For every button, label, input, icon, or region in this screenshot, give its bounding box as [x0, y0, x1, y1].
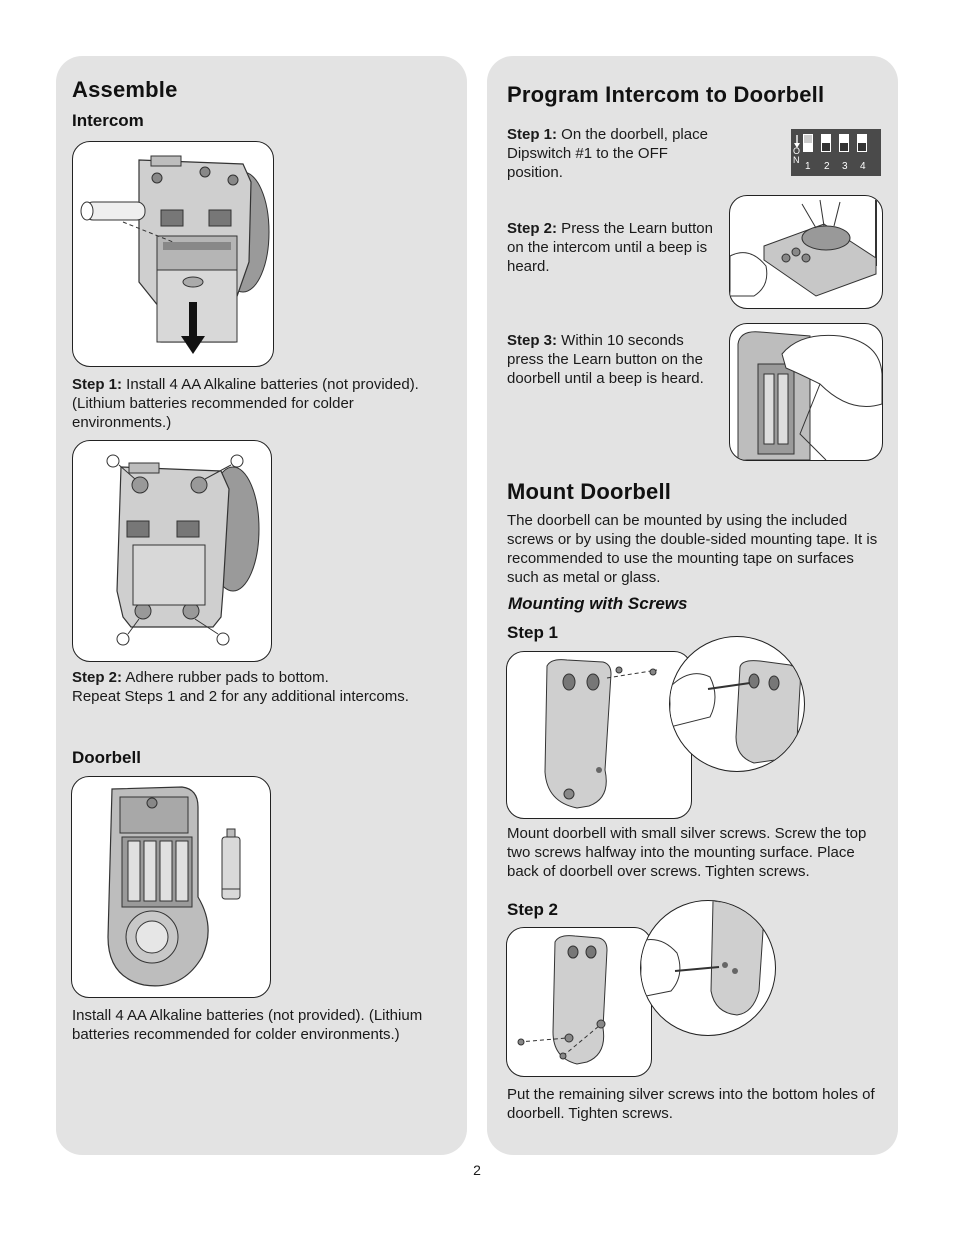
mount-step2-heading: Step 2: [507, 900, 559, 919]
dip-number-4: 4: [860, 161, 866, 172]
page-number: 2: [473, 1162, 481, 1178]
program-step2-text: Step 2: Press the Learn button on the intercom until a beep is heard.: [507, 220, 713, 275]
intercom-step1-text: Step 1: Install 4 AA Alkaline batteries (not provided). (Lithium batteries recommended for colder environments.): [72, 376, 419, 431]
intercom-battery-illustration: [72, 141, 274, 367]
assemble-title: Assemble: [72, 77, 178, 102]
doorbell-battery-illustration: [71, 776, 271, 998]
mount-step2-desc: Put the remaining silver screws into the bottom holes of doorbell. Tighten screws.: [507, 1086, 875, 1122]
mount-step2-detail-circle: [640, 900, 776, 1036]
dipswitch-illustration: [791, 129, 881, 176]
intercom-learn-illustration: [729, 195, 883, 309]
doorbell-learn-illustration: [729, 323, 883, 461]
mount-intro-text: The doorbell can be mounted by using the included screws or by using the double-sided mounting tape. It is recommended to use the mounting tape on surfaces such as metal or glass.: [507, 512, 878, 586]
doorbell-battery-text: Install 4 AA Alkaline batteries (not provided). (Lithium batteries recommended for colder environments.): [72, 1007, 423, 1043]
mounting-screws-heading: Mounting with Screws: [508, 594, 688, 613]
dip-number-1: 1: [805, 161, 811, 172]
program-step3-text: Step 3: Within 10 seconds press the Learn button on the doorbell until a beep is heard.: [507, 332, 704, 387]
program-step1-text: Step 1: On the doorbell, place Dipswitch #1 to the OFF position.: [507, 126, 708, 181]
mount-step2-illustration: [506, 927, 652, 1077]
program-title: Program Intercom to Doorbell: [507, 82, 825, 107]
intercom-step2-text: Step 2: Adhere rubber pads to bottom. Repeat Steps 1 and 2 for any additional intercoms.: [72, 669, 409, 705]
mount-step1-illustration: [506, 651, 692, 819]
mount-step1-heading: Step 1: [507, 623, 559, 642]
mount-step1-desc: Mount doorbell with small silver screws. Screw the top two screws halfway into the mounting surface. Place back of doorbell over screws. Tighten screws.: [507, 825, 867, 880]
intercom-heading: Intercom: [72, 111, 144, 130]
mount-step1-detail-circle: [669, 636, 805, 772]
dip-number-3: 3: [842, 161, 848, 172]
doorbell-heading: Doorbell: [72, 748, 141, 767]
rubber-pads-illustration: [72, 440, 272, 662]
dip-number-2: 2: [824, 161, 830, 172]
dipswitch-on-label: ON: [793, 146, 801, 165]
mount-doorbell-title: Mount Doorbell: [507, 479, 672, 504]
